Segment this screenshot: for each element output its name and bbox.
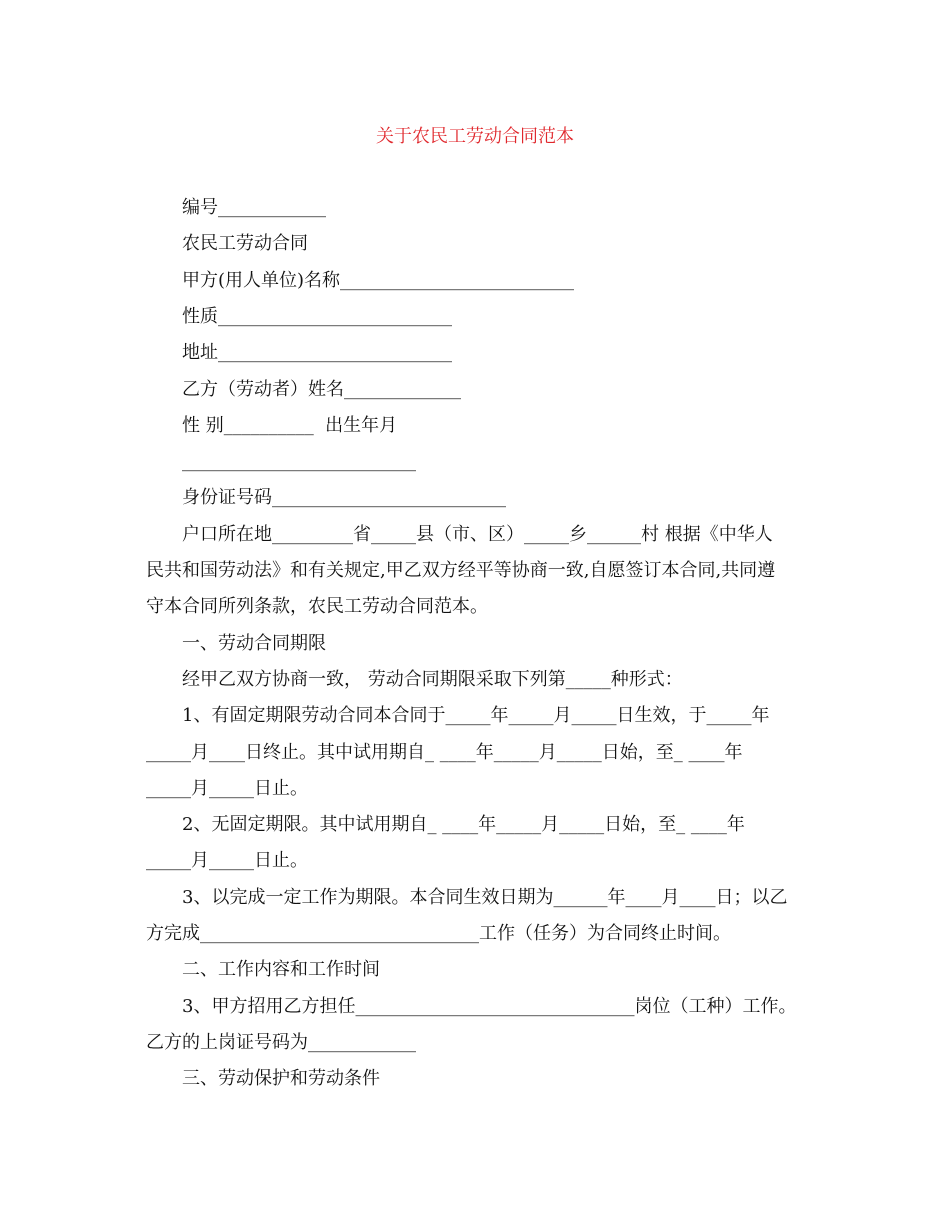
text-line: 户口所在地_________省_____县（市、区）_____乡______村 根据《中华人	[182, 523, 773, 545]
text-line: 甲方(用人单位)名称__________________________	[182, 269, 575, 291]
text-line: _____月_____日止。	[146, 850, 308, 872]
text-line: 民共和国劳动法》和有关规定,甲乙双方经平等协商一致,自愿签订本合同,共同遵	[146, 560, 776, 581]
text-line: 1、有固定期限劳动合同本合同于_____年_____月_____日生效，于_____年	[182, 705, 770, 727]
text-line: 二、工作内容和工作时间	[182, 959, 380, 981]
text-line: 编号____________	[182, 197, 326, 218]
text-line: 性 别__________ 出生年月	[182, 414, 398, 436]
text-line: 三、劳动保护和劳动条件	[182, 1068, 380, 1090]
text-line: 乙方的上岗证号码为____________	[146, 1031, 416, 1053]
text-line: 3、以完成一定工作为期限。本合同生效日期为______年____月____日；以乙	[182, 886, 788, 908]
text-line: 2、无固定期限。其中试用期自_ ____年_____月_____日始，至_ ____年	[182, 814, 745, 836]
text-line: 地址__________________________	[182, 342, 452, 364]
text-line: 3、甲方招用乙方担任_______________________________岗位（工种）工作。	[182, 995, 797, 1017]
text-line: __________________________	[182, 451, 416, 473]
text-line: 经甲乙双方协商一致， 劳动合同期限采取下列第_____种形式：	[182, 668, 683, 690]
text-line: _____月_____日止。	[146, 777, 308, 799]
text-line: 守本合同所列条款，农民工劳动合同范本。	[146, 596, 488, 618]
text-line: 方完成_______________________________工作（任务）为合同终止时间。	[146, 923, 731, 944]
text-line: 身份证号码__________________________	[182, 487, 506, 509]
text-line: 农民工劳动合同	[182, 233, 308, 255]
text-line: _____月____日终止。其中试用期自_ ____年_____月_____日始，至_ ____年	[146, 741, 743, 763]
text-line: 一、劳动合同期限	[182, 632, 326, 654]
document-title: 关于农民工劳动合同范本	[376, 126, 574, 147]
text-line: 乙方（劳动者）姓名_____________	[182, 378, 461, 400]
text-line: 性质__________________________	[182, 305, 452, 327]
